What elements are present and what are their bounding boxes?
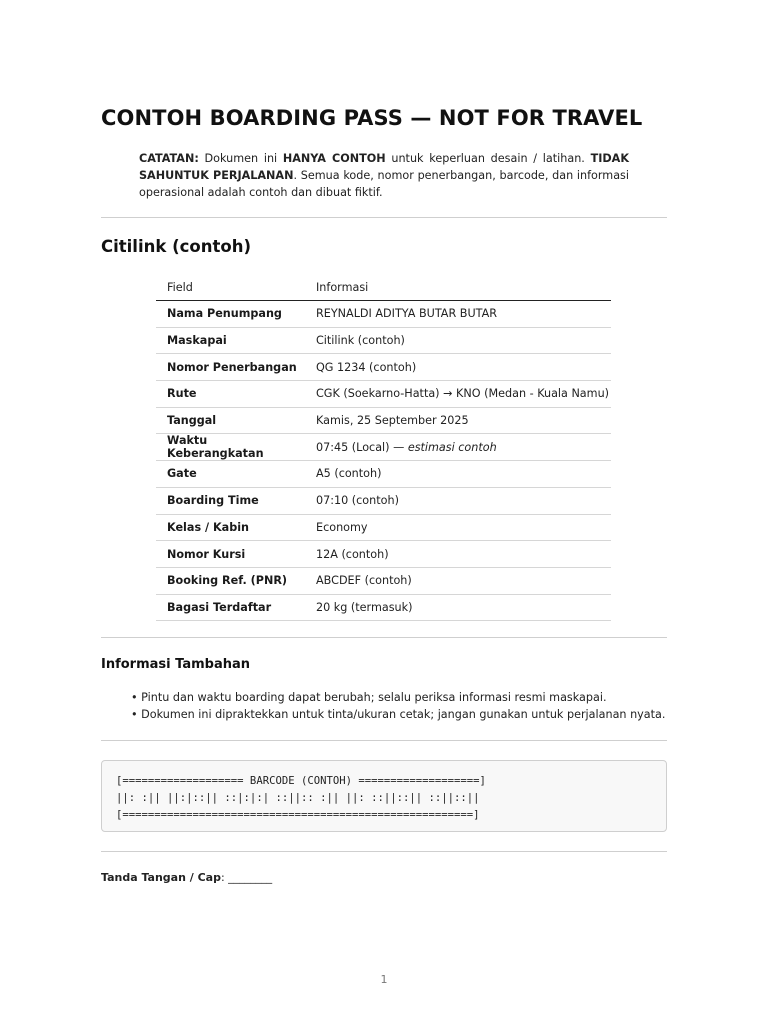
additional-info-list	[131, 689, 665, 723]
row-field: Tanggal	[167, 414, 217, 428]
signature-label: Tanda Tangan / Cap	[101, 871, 221, 884]
page-title: CONTOH BOARDING PASS — NOT FOR TRAVEL	[101, 106, 643, 130]
row-field: Boarding Time	[167, 494, 259, 508]
disclaimer-note	[139, 150, 629, 201]
row-value: REYNALDI ADITYA BUTAR BUTAR	[316, 307, 498, 321]
divider	[101, 637, 667, 638]
note-text-1: Dokumen ini	[198, 152, 283, 165]
row-value: Kamis, 25 September 2025	[316, 414, 469, 428]
table-header	[156, 275, 611, 301]
row-field: Nama Penumpang	[167, 307, 282, 321]
row-value-text: 07:45 (Local) —	[316, 440, 408, 454]
list-item: • Dokumen ini dipraktekkan untuk tinta/ukuran cetak; jangan gunakan untuk perjalanan nyata.	[131, 706, 665, 723]
header-field: Field	[167, 281, 193, 294]
section-title: Citilink (contoh)	[101, 237, 251, 256]
table-row	[156, 381, 611, 408]
row-field: Booking Ref. (PNR)	[167, 574, 288, 588]
row-field: Kelas / Kabin	[167, 520, 250, 534]
barcode-line: [=================== BARCODE (CONTOH) ===================]	[116, 775, 486, 787]
row-value: Economy	[316, 520, 368, 534]
note-label: CATATAN:	[139, 152, 199, 165]
row-field: Gate	[167, 467, 197, 481]
page-number: 1	[380, 973, 388, 986]
row-value: CGK (Soekarno-Hatta) → KNO (Medan - Kuala Namu)	[316, 387, 610, 401]
row-field: Nomor Penerbangan	[167, 360, 297, 374]
row-field: Nomor Kursi	[167, 547, 246, 561]
row-value: 07:10 (contoh)	[316, 494, 399, 508]
barcode-line: [=======================================================]	[116, 809, 480, 821]
note-text-3: . Semua kode, nomor penerbangan, barcode, dan informasi operasional adalah contoh dan dibuat fiktif.	[139, 169, 629, 199]
row-value: A5 (contoh)	[316, 467, 382, 481]
table-row	[156, 301, 611, 328]
table-row	[156, 328, 611, 355]
note-bold-1: HANYA CONTOH	[282, 152, 386, 165]
barcode-line: ||: :|| ||:|::|| ::|:|:| ::||:: :|| ||: ::||::|| ::||::||	[116, 792, 480, 804]
table-row	[156, 515, 611, 542]
row-value	[306, 441, 611, 454]
row-value: ABCDEF (contoh)	[316, 574, 412, 588]
row-value: 20 kg (termasuk)	[316, 600, 413, 614]
row-field: Maskapai	[167, 334, 227, 348]
boarding-info-table	[156, 275, 611, 621]
signature-blank: : ________	[220, 871, 273, 884]
table-row	[156, 488, 611, 515]
table-row	[156, 434, 611, 461]
row-value: 12A (contoh)	[316, 547, 389, 561]
list-item: • Pintu dan waktu boarding dapat berubah; selalu periksa informasi resmi maskapai.	[131, 689, 665, 706]
row-field: Waktu Keberangkatan	[167, 434, 264, 461]
table-row	[156, 541, 611, 568]
note-text-2: untuk keperluan desain / latihan.	[385, 152, 591, 165]
table-row	[156, 568, 611, 595]
row-value: QG 1234 (contoh)	[316, 360, 417, 374]
header-info: Informasi	[316, 281, 369, 294]
table-row	[156, 354, 611, 381]
row-value: Citilink (contoh)	[316, 334, 405, 348]
barcode-block	[101, 760, 667, 832]
divider	[101, 740, 667, 741]
row-field: Bagasi Terdaftar	[167, 600, 272, 614]
divider	[101, 217, 667, 218]
table-row	[156, 408, 611, 435]
row-value-italic: estimasi contoh	[407, 440, 497, 454]
signature-line	[101, 871, 272, 884]
table-row	[156, 461, 611, 488]
table-row	[156, 595, 611, 622]
divider	[101, 851, 667, 852]
row-field: Rute	[167, 387, 197, 401]
note-bold-2: TIDAK SAHUNTUK PERJALANAN	[139, 152, 630, 182]
additional-info-title: Informasi Tambahan	[101, 657, 250, 672]
